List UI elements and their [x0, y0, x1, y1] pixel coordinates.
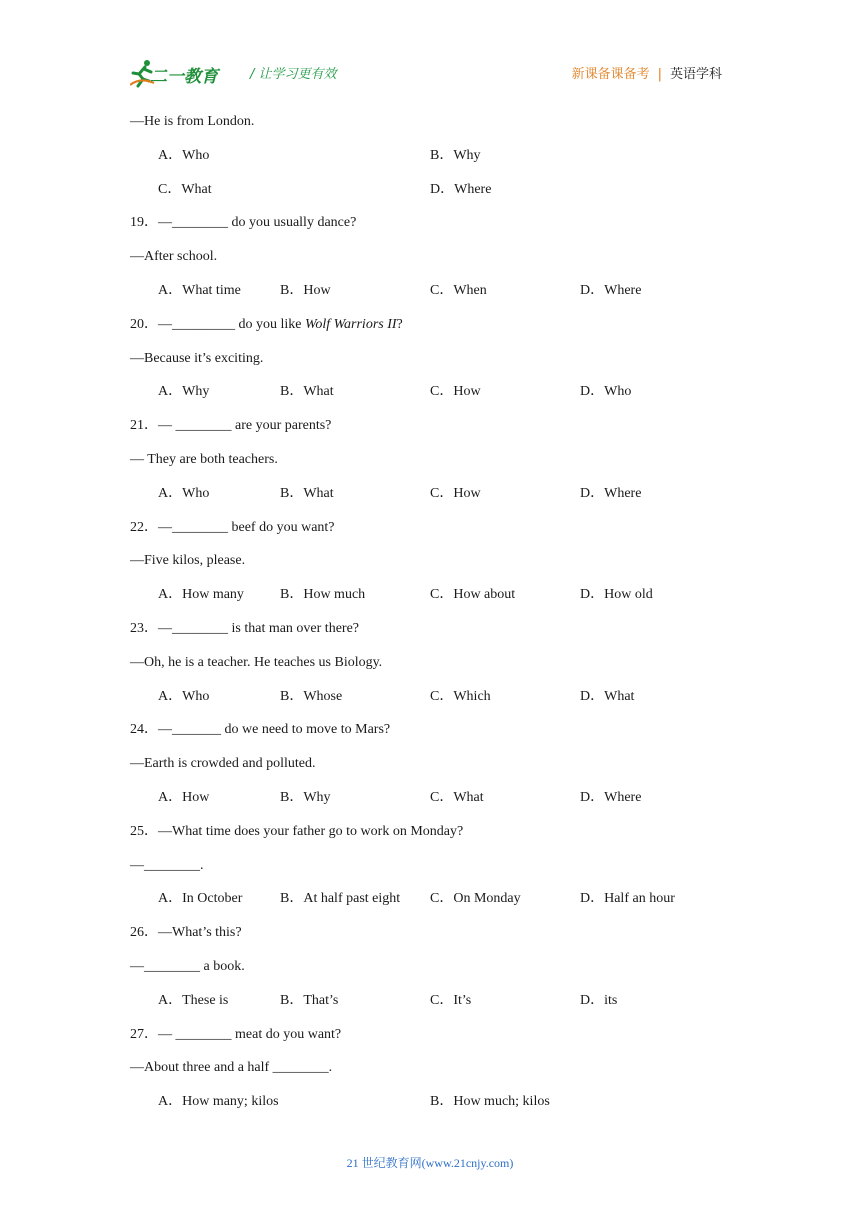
option-d: D．Where [580, 485, 642, 501]
option-c: C．Which [430, 688, 491, 704]
option-d: D．Where [580, 282, 642, 298]
option-d: D．Half an hour [580, 891, 675, 907]
question-text: 20．—_________ do you like [130, 316, 305, 332]
footer-source: 21 世纪教育网(www.21cnjy.com) [346, 1156, 514, 1170]
question-line: 23．—________ is that man over there? [130, 620, 360, 636]
option-c: C．How [430, 384, 481, 400]
question-line: —After school. [130, 249, 218, 265]
question-line: —Because it’s exciting. [130, 350, 264, 366]
option-c: C．What [430, 789, 484, 805]
header-category: 新课备课备考 [571, 67, 650, 82]
header-subject-label: 英语学科 [669, 67, 722, 82]
option-c: C．How [430, 485, 481, 501]
options-row [130, 585, 730, 619]
question-line: —Earth is crowded and polluted. [130, 756, 316, 772]
question-line: —________. [130, 857, 204, 873]
question-line: 24．—_______ do we need to move to Mars? [130, 722, 391, 738]
page-header [130, 55, 730, 91]
options-row [130, 281, 730, 315]
option-a: A．Who [158, 485, 210, 501]
header-subject [572, 63, 722, 82]
options-row [130, 687, 730, 721]
options-row [130, 889, 730, 923]
option-a: A．Who [158, 147, 210, 163]
header-separator: | [657, 67, 662, 82]
option-b: B．How much; kilos [430, 1094, 550, 1110]
question-line: —About three and a half ________. [130, 1060, 333, 1076]
options-row [130, 484, 730, 518]
option-b: B．How much [280, 587, 366, 603]
option-d: D．its [580, 992, 618, 1008]
option-a: A．In October [158, 891, 243, 907]
question-line [130, 315, 730, 349]
option-a: A．These is [158, 992, 229, 1008]
question-line: 26．—What’s this? [130, 925, 242, 941]
film-title: Wolf Warriors II [305, 316, 397, 332]
question-line: 22．—________ beef do you want? [130, 519, 335, 535]
question-line: 25．—What time does your father go to work on Monday? [130, 823, 464, 839]
options-row [130, 991, 730, 1025]
question-line: 27．— ________ meat do you want? [130, 1026, 342, 1042]
options-row [130, 788, 730, 822]
question-list [130, 112, 730, 1126]
option-d: D．How old [580, 587, 653, 603]
option-a: A．What time [158, 282, 241, 298]
question-line: 19．—________ do you usually dance? [130, 215, 357, 231]
logo [130, 55, 250, 91]
option-b: B．Why [430, 147, 481, 163]
option-a: A．How many; kilos [158, 1094, 279, 1110]
option-b: B．What [280, 384, 334, 400]
options-row [130, 382, 730, 416]
logo-text: 二一教育 [150, 67, 218, 87]
options-row [130, 1092, 730, 1126]
option-a: A．How [158, 789, 210, 805]
option-a: C．What [158, 181, 212, 197]
option-d: D．What [580, 688, 635, 704]
option-c: C．How about [430, 587, 516, 603]
option-a: A．How many [158, 587, 244, 603]
option-c: C．When [430, 282, 487, 298]
option-c: C．It’s [430, 992, 472, 1008]
question-line: — They are both teachers. [130, 451, 278, 467]
question-line: —He is from London. [130, 114, 255, 129]
option-b: B．That’s [280, 992, 339, 1008]
option-d: D．Who [580, 384, 632, 400]
option-a: A．Why [158, 384, 210, 400]
question-line: —Five kilos, please. [130, 553, 246, 569]
option-c: C．On Monday [430, 891, 521, 907]
option-b: B．What [280, 485, 334, 501]
option-b: B．How [280, 282, 331, 298]
option-b: B．Why [280, 789, 331, 805]
option-b: B．At half past eight [280, 891, 401, 907]
option-b: D．Where [430, 181, 492, 197]
option-d: D．Where [580, 789, 642, 805]
option-b: B．Whose [280, 688, 343, 704]
question-line: —________ a book. [130, 958, 245, 974]
question-line: —Oh, he is a teacher. He teaches us Biology. [130, 654, 383, 670]
option-a: A．Who [158, 688, 210, 704]
question-text: ? [396, 316, 403, 332]
question-line: 21．— ________ are your parents? [130, 418, 332, 434]
options-row [130, 180, 730, 214]
header-slogan: / 让学习更有效 [250, 67, 337, 82]
options-row [130, 146, 730, 180]
